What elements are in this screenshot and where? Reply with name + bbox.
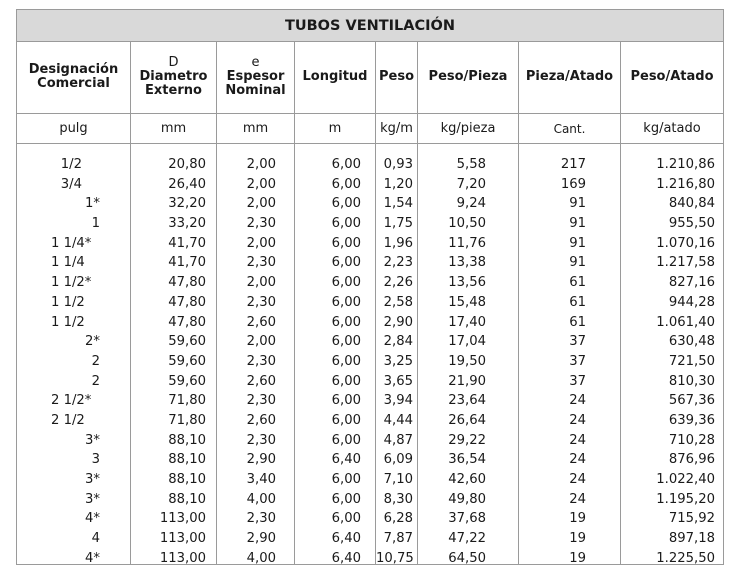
cell-peso: 1,96: [383, 235, 413, 251]
cell-peso: 7,87: [383, 531, 413, 547]
cell-peso: 1,75: [383, 216, 413, 232]
header-label: Espesor Nominal: [225, 69, 286, 98]
cell-longitud: 6,00: [331, 491, 361, 507]
header-longitud: [295, 41, 376, 113]
cell-peso-pieza: 21,90: [448, 373, 486, 389]
cell-peso: 2,58: [383, 294, 413, 310]
cell-longitud: 6,00: [331, 294, 361, 310]
cell-designacion: 2 1/2: [51, 412, 85, 428]
header-label: Peso: [378, 69, 414, 84]
cell-peso-atado: 710,28: [668, 432, 715, 448]
cell-peso-atado: 1.210,86: [656, 157, 715, 172]
cell-diametro: 71,80: [168, 393, 206, 409]
cell-espesor: 4,00: [246, 550, 276, 566]
cell-pieza-atado: 24: [569, 472, 586, 487]
unit-label: m: [328, 121, 342, 136]
table-body: [17, 144, 723, 565]
cell-peso-atado: 1.061,40: [656, 314, 715, 330]
cell-pieza-atado: 24: [569, 432, 586, 448]
cell-longitud: 6,00: [331, 432, 361, 448]
cell-peso-pieza: 11,76: [448, 235, 486, 251]
cell-designacion: 1 1/2: [51, 314, 85, 330]
cell-designacion: 2: [91, 353, 100, 369]
header-label: Peso/Atado: [630, 69, 714, 84]
cell-espesor: 2,00: [246, 235, 276, 251]
unit-pieza-atado: [519, 114, 621, 143]
cell-espesor: 2,30: [246, 393, 276, 409]
cell-diametro: 113,00: [159, 531, 206, 547]
cell-peso: 7,10: [383, 472, 413, 487]
cell-longitud: 6,00: [331, 393, 361, 409]
cell-peso-atado: 1.070,16: [656, 235, 715, 251]
cell-diametro: 59,60: [168, 373, 206, 389]
cell-peso-pieza: 36,54: [448, 452, 486, 468]
cell-peso-atado: 1.022,40: [656, 472, 715, 487]
cell-pieza-atado: 19: [569, 531, 586, 547]
cell-pieza-atado: 24: [569, 393, 586, 409]
column-pieza-atado: [519, 144, 621, 565]
cell-pieza-atado: 61: [569, 294, 586, 310]
cell-peso: 8,30: [383, 491, 413, 507]
unit-label: kg/atado: [643, 121, 701, 136]
cell-peso-atado: 721,50: [668, 353, 715, 369]
cell-pieza-atado: 37: [569, 373, 586, 389]
unit-peso: [376, 114, 418, 143]
cell-longitud: 6,00: [331, 373, 361, 389]
cell-diametro: 20,80: [168, 157, 206, 172]
column-diametro: [131, 144, 217, 565]
cell-peso: 1,20: [383, 176, 413, 192]
header-espesor: [217, 41, 295, 113]
cell-peso: 1,54: [383, 196, 413, 212]
cell-designacion: 1/2: [60, 157, 82, 172]
cell-diametro: 71,80: [168, 412, 206, 428]
cell-pieza-atado: 24: [569, 412, 586, 428]
cell-espesor: 2,30: [246, 353, 276, 369]
cell-peso-pieza: 37,68: [448, 511, 486, 527]
unit-longitud: [295, 114, 376, 143]
cell-peso-pieza: 47,22: [448, 531, 486, 547]
header-label: Peso/Pieza: [428, 69, 508, 84]
cell-espesor: 2,00: [246, 157, 276, 172]
header-label: Longitud: [302, 69, 368, 84]
unit-label: kg/m: [380, 121, 413, 136]
cell-peso-pieza: 9,24: [456, 196, 486, 212]
cell-peso-pieza: 17,40: [448, 314, 486, 330]
cell-peso-pieza: 49,80: [448, 491, 486, 507]
cell-peso-pieza: 13,38: [448, 255, 486, 271]
cell-diametro: 88,10: [168, 452, 206, 468]
cell-diametro: 41,70: [168, 255, 206, 271]
cell-peso: 10,75: [376, 550, 414, 566]
unit-label: Cant.: [553, 121, 586, 136]
cell-designacion: 1*: [85, 196, 100, 212]
cell-pieza-atado: 19: [569, 550, 586, 566]
cell-diametro: 33,20: [168, 216, 206, 232]
cell-diametro: 113,00: [159, 511, 206, 527]
cell-peso-atado: 630,48: [668, 334, 715, 350]
cell-peso: 2,90: [383, 314, 413, 330]
cell-espesor: 2,00: [246, 334, 276, 350]
cell-espesor: 4,00: [246, 491, 276, 507]
cell-peso: 6,28: [383, 511, 413, 527]
column-peso-pieza: [418, 144, 519, 565]
cell-pieza-atado: 61: [569, 275, 586, 291]
cell-peso-pieza: 5,58: [456, 157, 486, 172]
table-frame: [16, 9, 724, 565]
cell-diametro: 88,10: [168, 472, 206, 487]
cell-diametro: 32,20: [168, 196, 206, 212]
cell-peso-atado: 810,30: [668, 373, 715, 389]
cell-diametro: 47,80: [168, 294, 206, 310]
header-label: Designación Comercial: [28, 62, 119, 91]
cell-designacion: 2*: [85, 334, 100, 350]
cell-peso-atado: 897,18: [668, 531, 715, 547]
cell-diametro: 88,10: [168, 491, 206, 507]
cell-espesor: 2,30: [246, 294, 276, 310]
cell-diametro: 26,40: [168, 176, 206, 192]
cell-peso-pieza: 42,60: [448, 472, 486, 487]
cell-peso: 3,65: [383, 373, 413, 389]
cell-pieza-atado: 91: [569, 235, 586, 251]
cell-pieza-atado: 91: [569, 255, 586, 271]
cell-pieza-atado: 169: [560, 176, 586, 192]
cell-espesor: 2,60: [246, 373, 276, 389]
header-label: Pieza/Atado: [525, 69, 614, 84]
cell-espesor: 2,30: [246, 255, 276, 271]
cell-peso: 2,26: [383, 275, 413, 291]
cell-longitud: 6,00: [331, 334, 361, 350]
cell-peso-atado: 1.225,50: [656, 550, 715, 566]
cell-longitud: 6,00: [331, 235, 361, 251]
cell-peso-pieza: 29,22: [448, 432, 486, 448]
unit-label: kg/pieza: [440, 121, 496, 136]
cell-longitud: 6,00: [331, 157, 361, 172]
cell-longitud: 6,00: [331, 511, 361, 527]
cell-longitud: 6,40: [331, 452, 361, 468]
header-diametro: [131, 41, 217, 113]
cell-diametro: 47,80: [168, 314, 206, 330]
cell-espesor: 2,30: [246, 432, 276, 448]
header-peso-pieza: [418, 41, 519, 113]
cell-peso-atado: 1.195,20: [656, 491, 715, 507]
cell-designacion: 1 1/2*: [51, 275, 92, 291]
cell-peso-atado: 1.216,80: [656, 176, 715, 192]
cell-designacion: 1 1/2: [51, 294, 85, 310]
cell-longitud: 6,00: [331, 353, 361, 369]
header-label: Diametro Externo: [139, 69, 208, 98]
cell-longitud: 6,00: [331, 255, 361, 271]
cell-longitud: 6,00: [331, 176, 361, 192]
cell-diametro: 59,60: [168, 334, 206, 350]
units-row: [17, 114, 723, 144]
cell-espesor: 2,90: [246, 531, 276, 547]
cell-espesor: 2,90: [246, 452, 276, 468]
cell-designacion: 1 1/4*: [51, 235, 92, 251]
cell-designacion: 2 1/2*: [51, 393, 92, 409]
table-title: TUBOS VENTILACIÓN: [17, 10, 723, 42]
cell-longitud: 6,00: [331, 275, 361, 291]
cell-espesor: 2,00: [246, 176, 276, 192]
cell-peso: 4,44: [383, 412, 413, 428]
column-designacion: [17, 144, 131, 565]
column-peso: [376, 144, 418, 565]
cell-pieza-atado: 217: [560, 157, 586, 172]
header-symbol: e: [251, 55, 260, 70]
cell-designacion: 3: [91, 452, 100, 468]
unit-espesor: [217, 114, 295, 143]
cell-diametro: 113,00: [159, 550, 206, 566]
cell-peso-pieza: 7,20: [456, 176, 486, 192]
cell-diametro: 47,80: [168, 275, 206, 291]
cell-peso: 6,09: [383, 452, 413, 468]
cell-peso-pieza: 26,64: [448, 412, 486, 428]
column-peso-atado: [621, 144, 723, 565]
cell-designacion: 4: [91, 531, 100, 547]
column-espesor: [217, 144, 295, 565]
cell-pieza-atado: 91: [569, 216, 586, 232]
cell-peso-atado: 639,36: [668, 412, 715, 428]
cell-diametro: 41,70: [168, 235, 206, 251]
cell-espesor: 2,30: [246, 216, 276, 232]
cell-peso-atado: 1.217,58: [656, 255, 715, 271]
unit-label: mm: [160, 121, 187, 136]
cell-peso-pieza: 10,50: [448, 216, 486, 232]
cell-espesor: 2,60: [246, 314, 276, 330]
unit-peso-atado: [621, 114, 723, 143]
unit-diametro: [131, 114, 217, 143]
unit-label: pulg: [59, 121, 88, 136]
cell-peso-atado: 567,36: [668, 393, 715, 409]
cell-designacion: 3*: [85, 472, 100, 487]
cell-espesor: 2,00: [246, 196, 276, 212]
cell-pieza-atado: 37: [569, 334, 586, 350]
cell-peso: 3,25: [383, 353, 413, 369]
cell-pieza-atado: 61: [569, 314, 586, 330]
cell-peso: 2,23: [383, 255, 413, 271]
cell-longitud: 6,00: [331, 314, 361, 330]
cell-designacion: 3/4: [60, 176, 82, 192]
cell-peso-pieza: 19,50: [448, 353, 486, 369]
cell-designacion: 4*: [85, 511, 100, 527]
cell-pieza-atado: 91: [569, 196, 586, 212]
cell-designacion: 1 1/4: [51, 255, 85, 271]
cell-diametro: 88,10: [168, 432, 206, 448]
cell-espesor: 2,60: [246, 412, 276, 428]
cell-pieza-atado: 24: [569, 491, 586, 507]
cell-espesor: 2,00: [246, 275, 276, 291]
cell-pieza-atado: 37: [569, 353, 586, 369]
cell-designacion: 3*: [85, 432, 100, 448]
column-longitud: [295, 144, 376, 565]
cell-peso-atado: 944,28: [668, 294, 715, 310]
cell-peso-atado: 955,50: [668, 216, 715, 232]
unit-peso-pieza: [418, 114, 519, 143]
cell-peso-pieza: 13,56: [448, 275, 486, 291]
cell-peso: 3,94: [383, 393, 413, 409]
cell-peso-pieza: 64,50: [448, 550, 486, 566]
header-symbol: D: [168, 55, 179, 70]
cell-peso-pieza: 23,64: [448, 393, 486, 409]
cell-pieza-atado: 24: [569, 452, 586, 468]
header-designacion: [17, 41, 131, 113]
cell-espesor: 2,30: [246, 511, 276, 527]
cell-peso-pieza: 15,48: [448, 294, 486, 310]
unit-designacion: [17, 114, 131, 143]
cell-pieza-atado: 19: [569, 511, 586, 527]
cell-designacion: 4*: [85, 550, 100, 566]
cell-diametro: 59,60: [168, 353, 206, 369]
header-pieza-atado: [519, 41, 621, 113]
cell-peso: 0,93: [383, 157, 413, 172]
cell-peso-pieza: 17,04: [448, 334, 486, 350]
cell-peso-atado: 827,16: [668, 275, 715, 291]
cell-designacion: 1: [91, 216, 100, 232]
cell-peso: 2,84: [383, 334, 413, 350]
cell-peso: 4,87: [383, 432, 413, 448]
header-row: [17, 41, 723, 114]
cell-peso-atado: 840,84: [668, 196, 715, 212]
cell-longitud: 6,00: [331, 216, 361, 232]
cell-designacion: 3*: [85, 491, 100, 507]
cell-longitud: 6,40: [331, 531, 361, 547]
cell-peso-atado: 876,96: [668, 452, 715, 468]
cell-longitud: 6,40: [331, 550, 361, 566]
cell-designacion: 2: [91, 373, 100, 389]
cell-espesor: 3,40: [246, 472, 276, 487]
unit-label: mm: [242, 121, 269, 136]
cell-longitud: 6,00: [331, 196, 361, 212]
cell-longitud: 6,00: [331, 472, 361, 487]
header-peso: [376, 41, 418, 113]
cell-longitud: 6,00: [331, 412, 361, 428]
cell-peso-atado: 715,92: [668, 511, 715, 527]
header-peso-atado: [621, 41, 723, 113]
